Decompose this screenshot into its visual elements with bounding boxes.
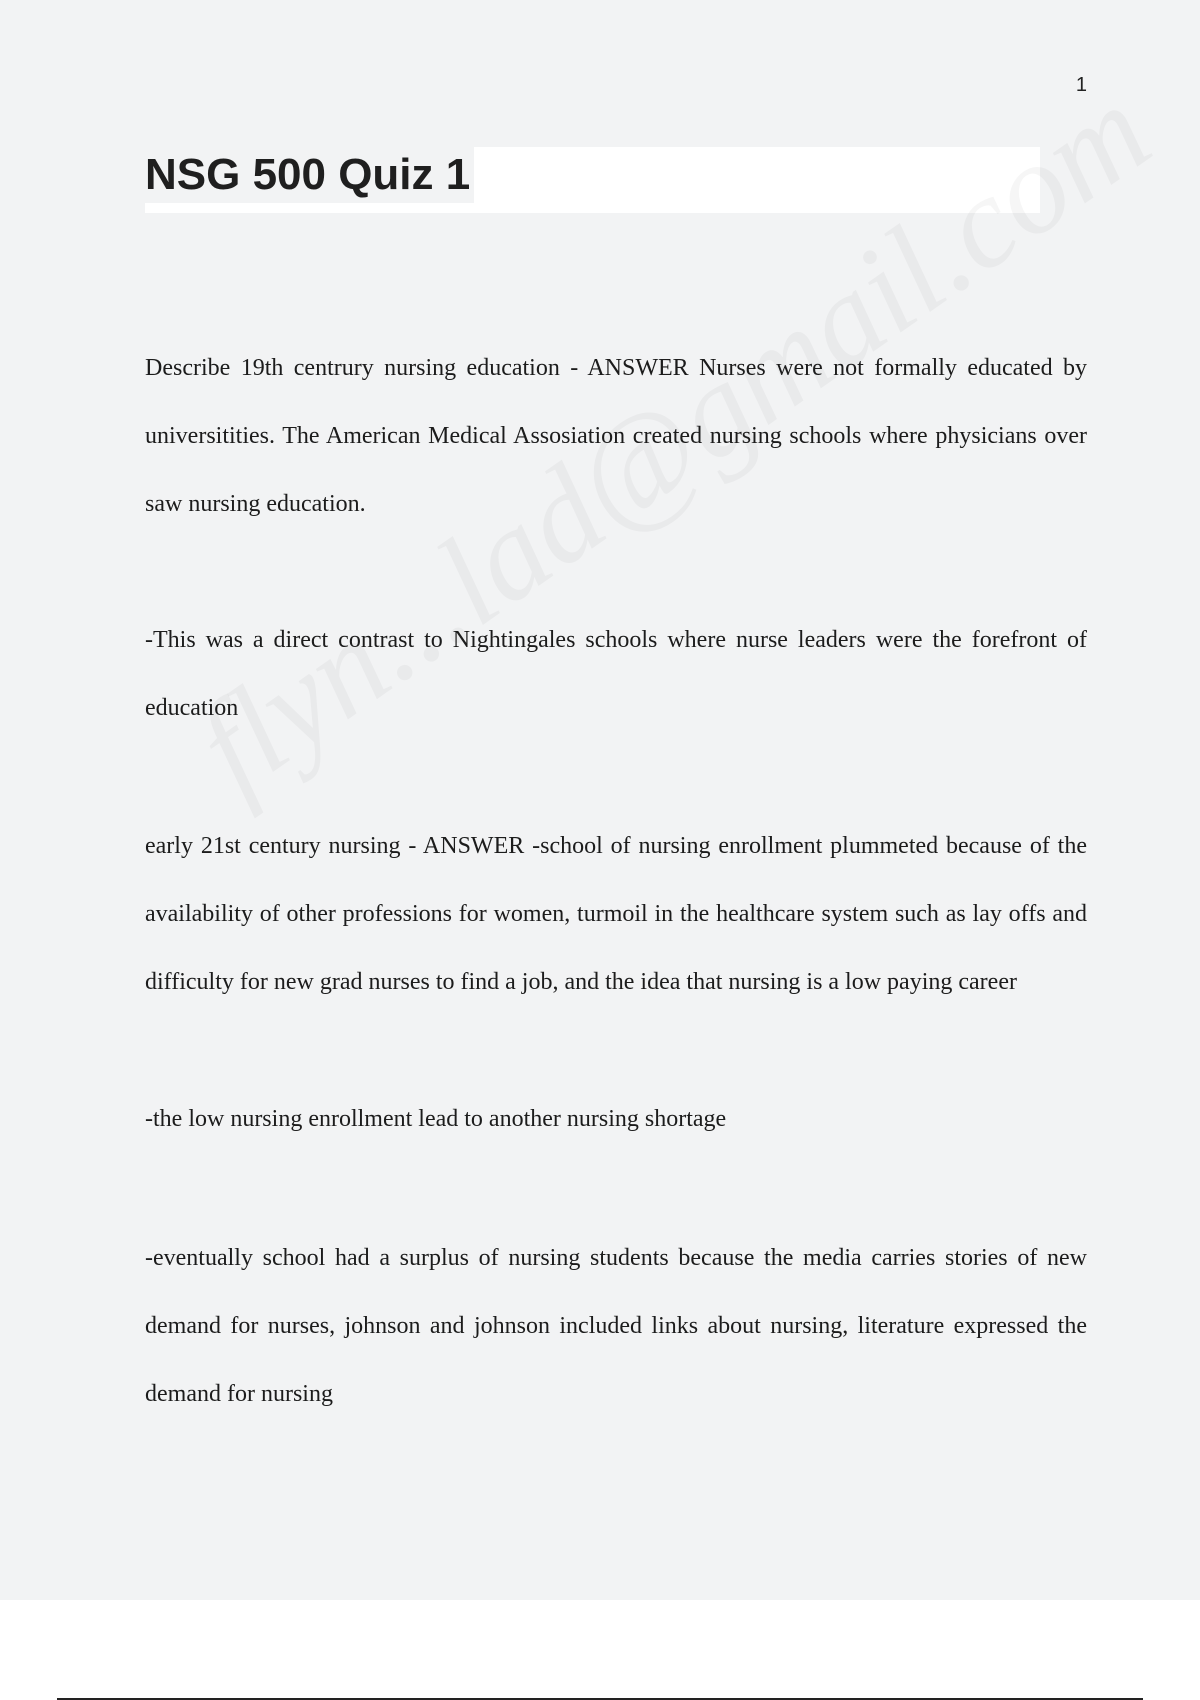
page-number: 1 (1075, 74, 1087, 96)
document-title: NSG 500 Quiz 1 (145, 147, 474, 203)
paragraph-21st-century-nursing: early 21st century nursing - ANSWER -school of nursing enrollment plummeted because of the availability of other professions for women, turmoil in the healthcare system such as lay offs and difficulty for new grad nurses to find a job, and the idea that nursing is a low paying career (145, 833, 1087, 995)
paragraph-19th-century-education: Describe 19th centrury nursing education - ANSWER Nurses were not formally educated by universitities. The American Medical Assosiation created nursing schools where physicians over saw nursing education. (145, 355, 1087, 517)
paragraph-nightingale-contrast: -This was a direct contrast to Nightingales schools where nurse leaders were the forefront of education (145, 627, 1087, 721)
paragraph-nursing-shortage: -the low nursing enrollment lead to another nursing shortage (145, 1106, 727, 1132)
paragraph-surplus-students: -eventually school had a surplus of nursing students because the media carries stories of new demand for nurses, johnson and johnson included links about nursing, literature expressed the demand for nursing (145, 1245, 1087, 1407)
